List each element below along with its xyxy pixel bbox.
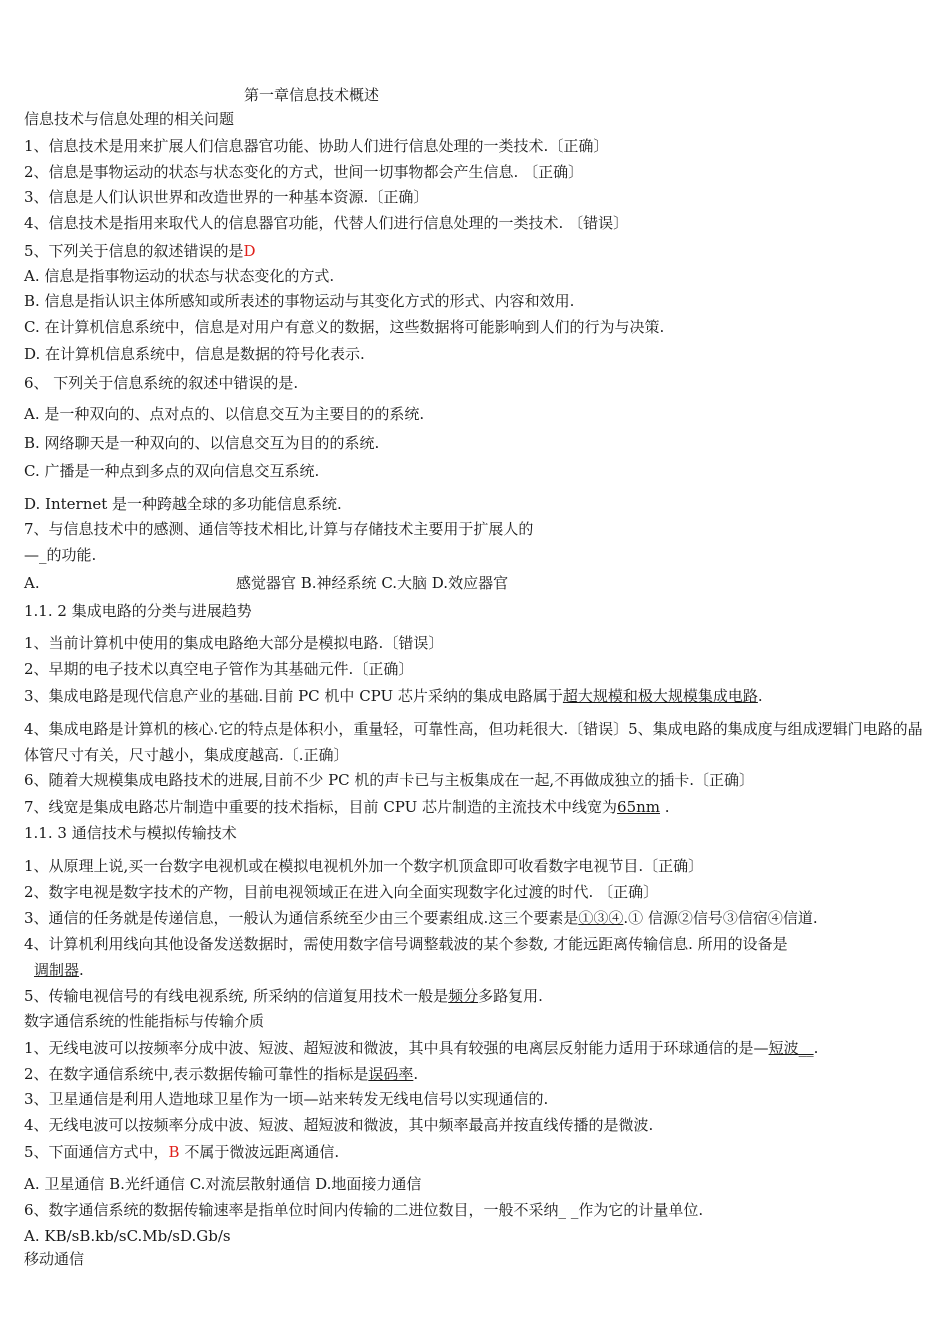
question-line: 1、从原理上说,买一台数字电视机或在模拟电视机外加一个数字机顶盒即可收看数字电视节目.〔正确〕 — [24, 857, 704, 875]
question-text: .① 信源②信号③信宿④信道. — [623, 909, 818, 927]
question-text: 1、无线电波可以按频率分成中波、短波、超短波和微波，其中具有较强的电离层反射能力适用于环球通信的是— — [24, 1039, 769, 1057]
question-line: 4、信息技术是指用来取代人的信息器官功能，代替人们进行信息处理的一类技术. 〔错误〕 — [24, 214, 629, 232]
question-line: 6、 下列关于信息系统的叙述中错误的是. — [24, 374, 299, 392]
option-line: B. 网络聊天是一种双向的、以信息交互为目的的系统. — [24, 434, 380, 452]
punctuation: . — [413, 1065, 419, 1083]
answer-text: ①③④ — [578, 909, 624, 927]
punctuation: . — [757, 687, 763, 705]
question-text: 3、集成电路是现代信息产业的基础.目前 PC 机中 CPU 芯片采纳的集成电路属于 — [24, 687, 563, 705]
question-line: 3、卫星通信是利用人造地球卫星作为一顷—站来转发无线电信号以实现通信的. — [24, 1090, 549, 1108]
question-text: 2、在数字通信系统中,表示数据传输可靠性的指标是 — [24, 1065, 369, 1083]
question-line: 4、无线电波可以按频率分成中波、短波、超短波和微波，其中频率最高并按直线传播的是微波. — [24, 1116, 654, 1134]
question-text: 5、下面通信方式中， — [24, 1143, 169, 1161]
question-line — [24, 908, 818, 928]
answer-text: 误码率 — [368, 1065, 414, 1083]
question-continuation: —_的功能. — [24, 546, 97, 564]
question-line: 2、早期的电子技术以真空电子管作为其基础元件.〔正确〕 — [24, 660, 414, 678]
question-text: 7、线宽是集成电路芯片制造中重要的技术指标，目前 CPU 芯片制造的主流技术中线宽为 — [24, 798, 618, 816]
option-line: A. 是一种双向的、点对点的、以信息交互为主要目的的系统. — [24, 405, 425, 423]
option-line: A. KB/sB.kb/sC.Mb/sD.Gb/s — [24, 1227, 231, 1245]
question-line: 1、信息技术是用来扩展人们信息器官功能、协助人们进行信息处理的一类技术.〔正确〕 — [24, 137, 609, 155]
chapter-title: 第一章信息技术概述 — [244, 86, 380, 104]
answer-line — [34, 960, 84, 980]
option-line: D. 在计算机信息系统中，信息是数据的符号化表示. — [24, 345, 365, 363]
answer-text: 65nm — [617, 798, 661, 816]
section-heading-comm: 1.1. 3 通信技术与模拟传输技术 — [24, 824, 237, 842]
question-line: 3、信息是人们认识世界和改造世界的一种基本资源.〔正确〕 — [24, 188, 429, 206]
answer-mark: B — [168, 1143, 180, 1161]
section-heading-ic: 1.1. 2 集成电路的分类与进展趋势 — [24, 602, 252, 620]
question-text: 不属于微波远距离通信. — [179, 1143, 340, 1161]
question-line — [24, 1038, 818, 1058]
question-paragraph: 4、集成电路是计算机的核心.它的特点是体积小，重量轻，可靠性高，但功耗很大.〔错误〕5、集成电路的集成度与组成逻辑门电路的晶体管尺寸有关，尺寸越小，集成度越高.〔.正确〕 — [24, 720, 923, 764]
question-text: 5、传输电视信号的有线电视系统, 所采纳的信道复用技术一般是 — [24, 987, 449, 1005]
question-line: 2、信息是事物运动的状态与状态变化的方式，世间一切事物都会产生信息. 〔正确〕 — [24, 163, 584, 181]
punctuation: . — [813, 1039, 819, 1057]
question-line — [24, 1142, 339, 1162]
question-line: 4、计算机利用线向其他设备发送数据时，需使用数字信号调整载波的某个参数, 才能远距离传输信息. 所用的设备是 — [24, 935, 788, 953]
question-line — [24, 986, 543, 1006]
question-line: 1、当前计算机中使用的集成电路绝大部分是模拟电路.〔错误〕 — [24, 634, 444, 652]
question-text: 5、下列关于信息的叙述错误的是 — [24, 242, 244, 260]
section-heading-digital: 数字通信系统的性能指标与传输介质 — [24, 1012, 265, 1030]
question-text: 3、通信的任务就是传递信息，一般认为通信系统至少由三个要素组成.这三个要素是 — [24, 909, 579, 927]
section-heading-info-tech: 信息技术与信息处理的相关问题 — [24, 110, 235, 128]
option-line — [24, 573, 508, 593]
option-line: D. Internet 是一种跨越全球的多功能信息系统. — [24, 495, 342, 513]
answer-text: 频分 — [448, 987, 479, 1005]
answer-text: 超大规模和极大规模集成电路 — [562, 687, 758, 705]
answer-text: 调制器 — [34, 961, 80, 979]
question-line — [24, 797, 670, 817]
question-line: 6、数字通信系统的数据传输速率是指单位时间内传输的二进位数目，一般不采纳_ _作为它的计量单位. — [24, 1201, 704, 1219]
question-line: 7、与信息技术中的感测、通信等技术相比,计算与存储技术主要用于扩展人的 — [24, 520, 534, 538]
option-line: B. 信息是指认识主体所感知或所表述的事物运动与其变化方式的形式、内容和效用. — [24, 292, 575, 310]
question-line — [24, 1064, 418, 1084]
option-line: A. 信息是指事物运动的状态与状态变化的方式. — [24, 267, 335, 285]
question-line: 2、数字电视是数字技术的产物，目前电视领域正在进入向全面实现数字化过渡的时代. 〔正确〕 — [24, 883, 659, 901]
question-line — [24, 686, 763, 706]
option-line: C. 广播是一种点到多点的双向信息交互系统. — [24, 462, 320, 480]
answer-text: 短波__ — [768, 1039, 814, 1057]
answer-mark: D — [243, 242, 256, 260]
option-label: A. — [24, 574, 40, 592]
punctuation: . — [660, 798, 670, 816]
question-text: 多路复用. — [478, 987, 543, 1005]
option-text: 感觉器官 B.神经系统 C.大脑 D.效应器官 — [236, 574, 509, 592]
question-line — [24, 241, 256, 261]
punctuation: . — [79, 961, 84, 979]
option-line: A. 卫星通信 B.光纤通信 C.对流层散射通信 D.地面接力通信 — [24, 1175, 422, 1193]
section-heading-mobile: 移动通信 — [24, 1250, 85, 1268]
option-line: C. 在计算机信息系统中，信息是对用户有意义的数据，这些数据将可能影响到人们的行为与决策. — [24, 318, 665, 336]
question-line: 6、随着大规模集成电路技术的进展,目前不少 PC 机的声卡已与主板集成在一起,不再做成独立的插卡.〔正确〕 — [24, 771, 754, 789]
